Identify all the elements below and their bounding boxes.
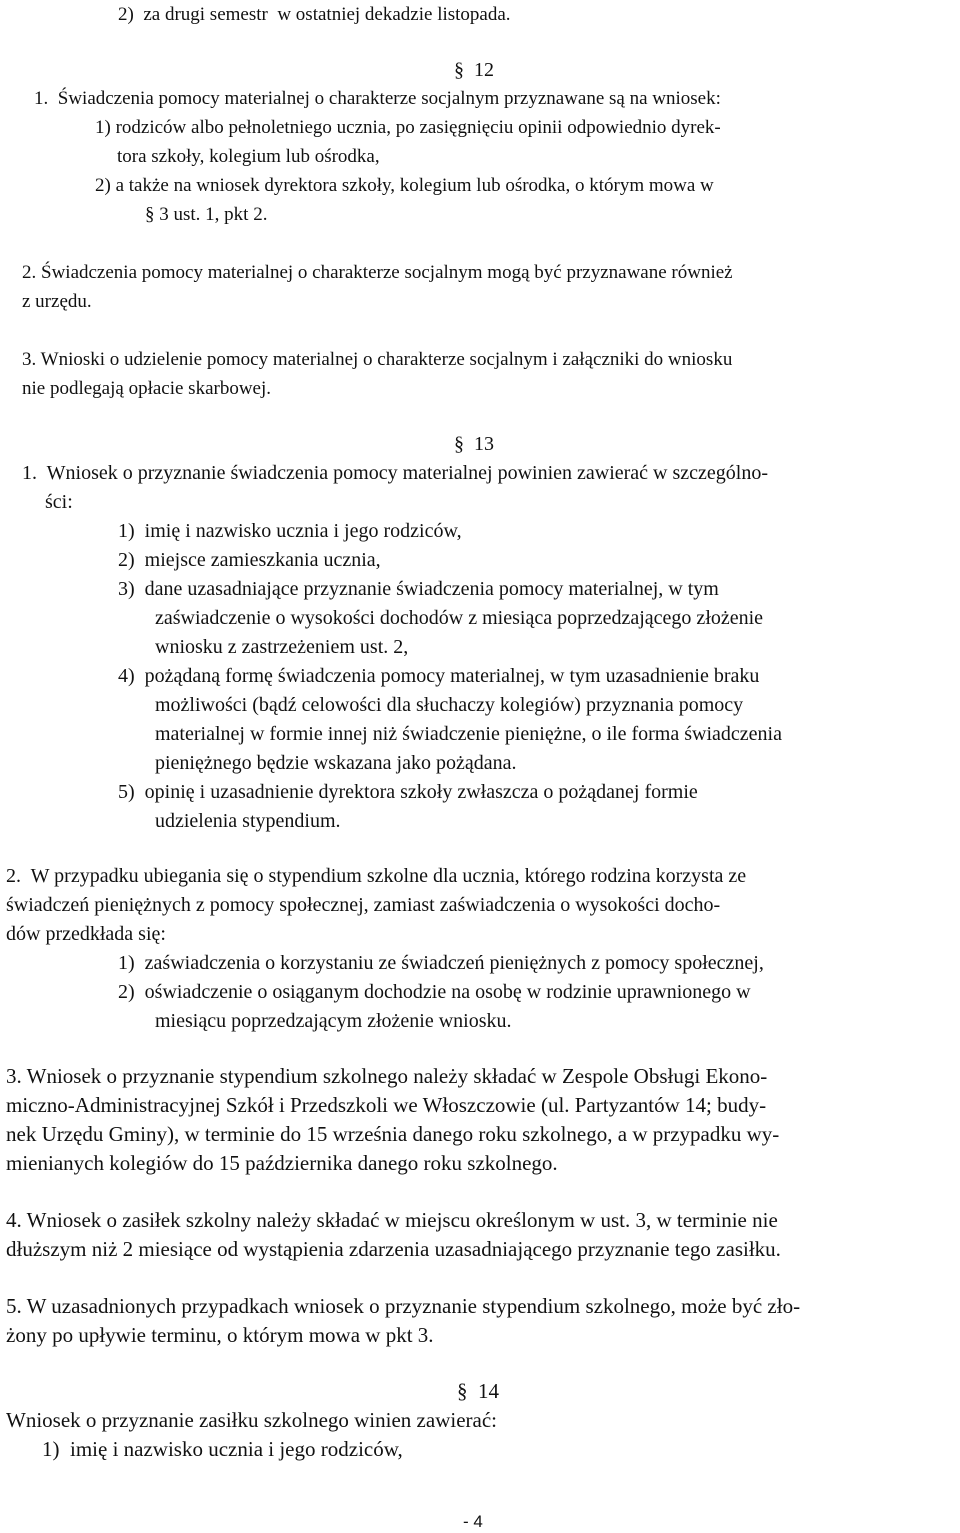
paragraph-13-2-cont: dów przedkłada się:: [6, 923, 166, 945]
section-heading-14: § 14: [457, 1379, 499, 1403]
paragraph-14-intro: Wniosek o przyznanie zasiłku szkolnego winien zawierać:: [6, 1408, 497, 1432]
list-item-12-1-2: 2) a także na wniosek dyrektora szkoły, kolegium lub ośrodka, o którym mowa w: [95, 175, 714, 196]
paragraph-13-5-cont: żony po upływie terminu, o którym mowa w pkt 3.: [6, 1323, 434, 1347]
list-item-13-1-4-cont: pieniężnego będzie wskazana jako pożądana.: [155, 752, 517, 774]
list-item-12-1-1-cont: tora szkoły, kolegium lub ośrodka,: [117, 146, 380, 167]
list-item-13-1-5-cont: udzielenia stypendium.: [155, 810, 341, 832]
paragraph-13-2: 2. W przypadku ubiegania się o stypendium szkolne dla ucznia, którego rodzina korzysta ze: [6, 865, 747, 887]
paragraph-12-3-cont: nie podlegają opłacie skarbowej.: [22, 378, 272, 399]
section-heading-12: § 12: [454, 59, 494, 81]
paragraph-13-3-cont: mienianych kolegiów do 15 października danego roku szkolnego.: [6, 1151, 558, 1175]
section-heading-13: § 13: [454, 433, 494, 455]
paragraph-13-3-cont: miczno-Administracyjnej Szkół i Przedszkoli we Włoszczowie (ul. Partyzantów 14; budy-: [6, 1093, 767, 1117]
list-item: 2) za drugi semestr w ostatniej dekadzie listopada.: [118, 4, 511, 25]
list-item-13-1-3: 3) dane uzasadniające przyznanie świadczenia pomocy materialnej, w tym: [118, 578, 719, 600]
paragraph-13-1-cont: ści:: [45, 491, 73, 513]
list-item-13-1-1: 1) imię i nazwisko ucznia i jego rodziców,: [118, 520, 462, 542]
paragraph-12-2-cont: z urzędu.: [22, 291, 92, 312]
list-item-14-1: 1) imię i nazwisko ucznia i jego rodziców,: [42, 1437, 403, 1461]
list-item-13-1-2: 2) miejsce zamieszkania ucznia,: [118, 549, 381, 571]
paragraph-13-5: 5. W uzasadnionych przypadkach wniosek o przyznanie stypendium szkolnego, może być zło-: [6, 1294, 801, 1318]
list-item-13-1-4: 4) pożądaną formę świadczenia pomocy materialnej, w tym uzasadnienie braku: [118, 665, 760, 687]
paragraph-13-1: 1. Wniosek o przyznanie świadczenia pomocy materialnej powinien zawierać w szczególno-: [22, 462, 768, 484]
paragraph-12-2: 2. Świadczenia pomocy materialnej o charakterze socjalnym mogą być przyznawane również: [22, 262, 733, 283]
list-item-13-2-2-cont: miesiącu poprzedzającym złożenie wniosku.: [155, 1010, 512, 1032]
list-item-13-1-3-cont: wniosku z zastrzeżeniem ust. 2,: [155, 636, 409, 658]
paragraph-13-2-cont: świadczeń pieniężnych z pomocy społecznej, zamiast zaświadczenia o wysokości docho-: [6, 894, 721, 916]
list-item-13-2-2: 2) oświadczenie o osiąganym dochodzie na osobę w rodzinie uprawnionego w: [118, 981, 751, 1003]
paragraph-13-3: 3. Wniosek o przyznanie stypendium szkolnego należy składać w Zespole Obsługi Ekono-: [6, 1064, 768, 1088]
list-item-12-1-1: 1) rodziców albo pełnoletniego ucznia, po zasięgnięciu opinii odpowiednio dyrek-: [95, 117, 721, 138]
paragraph-13-4-cont: dłuższym niż 2 miesiące od wystąpienia zdarzenia uzasadniającego przyznanie tego zasiłku.: [6, 1237, 781, 1261]
paragraph-12-3: 3. Wnioski o udzielenie pomocy materialnej o charakterze socjalnym i załączniki do wniosku: [22, 349, 733, 370]
list-item-13-1-5: 5) opinię i uzasadnienie dyrektora szkoły zwłaszcza o pożądanej formie: [118, 781, 698, 803]
list-item-13-1-4-cont: możliwości (bądź celowości dla słuchaczy kolegiów) przyznania pomocy: [155, 694, 744, 716]
list-item-13-1-3-cont: zaświadczenie o wysokości dochodów z miesiąca poprzedzającego złożenie: [155, 607, 764, 629]
list-item-12-1-2-cont: § 3 ust. 1, pkt 2.: [145, 204, 268, 225]
paragraph-12-1-line1: 1. Świadczenia pomocy materialnej o charakterze socjalnym przyznawane są na wniosek:: [34, 88, 721, 109]
paragraph-13-4: 4. Wniosek o zasiłek szkolny należy składać w miejscu określonym w ust. 3, w terminie nie: [6, 1208, 778, 1232]
page-number: - 4: [463, 1512, 483, 1531]
list-item-13-1-4-cont: materialnej w formie innej niż świadczenie pieniężne, o ile forma świadczenia: [155, 723, 782, 745]
list-item-13-2-1: 1) zaświadczenia o korzystaniu ze świadczeń pieniężnych z pomocy społecznej,: [118, 952, 764, 974]
paragraph-13-3-cont: nek Urzędu Gminy), w terminie do 15 września danego roku szkolnego, a w przypadku wy-: [6, 1122, 780, 1146]
